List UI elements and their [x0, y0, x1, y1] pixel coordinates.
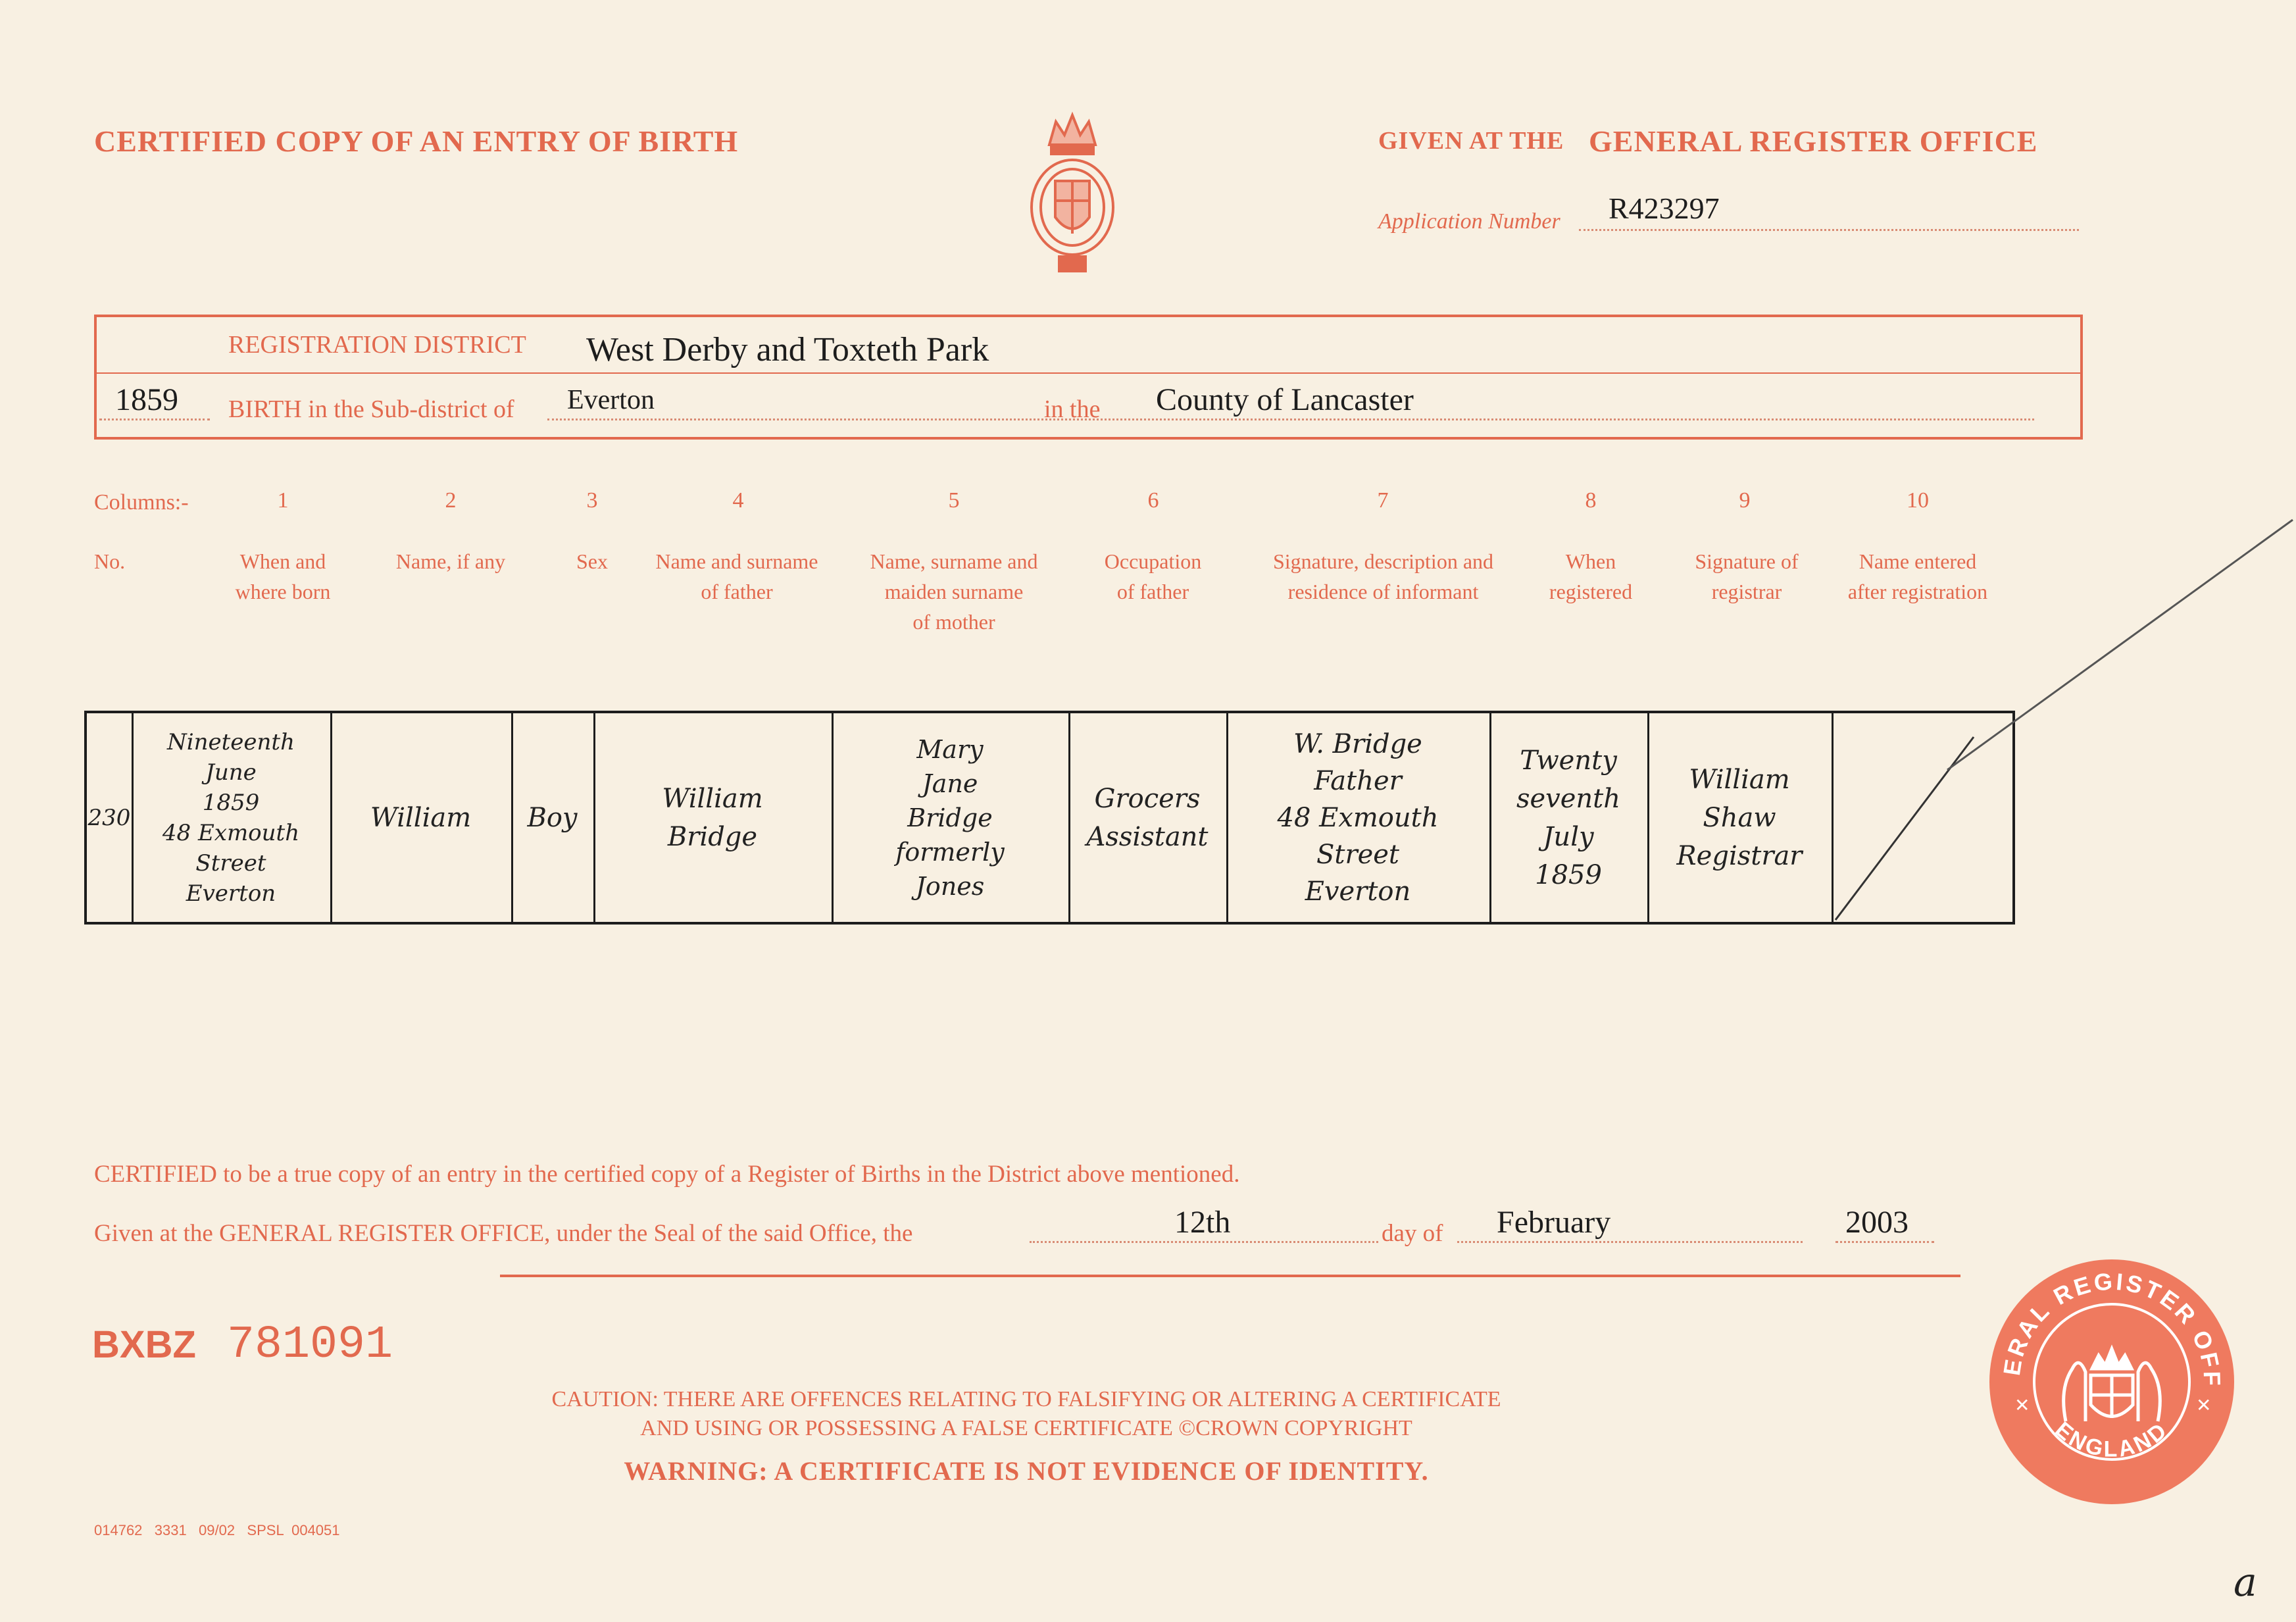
no-header: No. — [94, 549, 126, 573]
identity-warning: WARNING: A CERTIFICATE IS NOT EVIDENCE OF IDENTITY. — [624, 1456, 1429, 1486]
office-name: GENERAL REGISTER OFFICE — [1589, 124, 2038, 158]
caution-line-1: CAUTION: THERE ARE OFFENCES RELATING TO FALSIFYING OR ALTERING A CERTIFICATE — [551, 1387, 1501, 1411]
entry-year: 1859 — [115, 382, 178, 417]
father-name: William Bridge — [662, 783, 763, 852]
column-header-father: Name and surname of father — [655, 549, 818, 603]
column-header-mother: Name, surname and maiden surname of mother — [870, 549, 1038, 634]
svg-text:✕: ✕ — [2196, 1395, 2212, 1415]
day-of-label: day of — [1382, 1220, 1443, 1247]
certification-year: 2003 — [1845, 1205, 1909, 1240]
application-number: R423297 — [1609, 191, 1720, 225]
column-number: 7 — [1377, 488, 1389, 513]
given-at-statement: Given at the GENERAL REGISTER OFFICE, under the Seal of the said Office, the — [94, 1220, 913, 1247]
column-number: 1 — [277, 488, 289, 513]
column-header-name: Name, if any — [395, 549, 506, 573]
certification-day: 12th — [1174, 1205, 1231, 1240]
when-where-born: Nineteenth June 1859 48 Exmouth Street Everton — [162, 728, 300, 907]
county-value: County of Lancaster — [1156, 382, 1414, 417]
corner-mark: a — [2234, 1559, 2257, 1606]
column-header-when-registered: When registered — [1549, 549, 1633, 603]
application-number-label: Application Number — [1378, 209, 1560, 234]
in-the-label: in the — [1044, 395, 1101, 423]
print-code: 014762 3331 09/02 SPSL 004051 — [94, 1522, 340, 1538]
column-header-occupation: Occupation of father — [1104, 549, 1202, 603]
office-seal-icon — [1987, 1257, 2237, 1507]
birth-subdistrict-label: BIRTH in the Sub-district of — [228, 395, 514, 423]
child-sex: Boy — [527, 802, 578, 833]
caution-line-2: AND USING OR POSSESSING A FALSE CERTIFICATE ©CROWN COPYRIGHT — [640, 1416, 1412, 1440]
when-registered: Twenty seventh July 1859 — [1516, 745, 1621, 890]
registration-district-value: West Derby and Toxteth Park — [586, 331, 989, 368]
child-name: William — [370, 802, 472, 833]
column-header-registrar: Signature of registrar — [1695, 549, 1799, 603]
informant: W. Bridge Father 48 Exmouth Street Everton — [1277, 728, 1439, 907]
column-number: 2 — [445, 488, 457, 513]
strike-line — [1947, 520, 2293, 770]
column-number: 8 — [1585, 488, 1597, 513]
column-number: 10 — [1907, 488, 1929, 513]
column-number: 4 — [732, 488, 744, 513]
column-number: 9 — [1739, 488, 1751, 513]
registration-district-label: REGISTRATION DISTRICT — [228, 331, 526, 359]
column-header-sex: Sex — [576, 549, 608, 573]
father-occupation: Grocers Assistant — [1086, 783, 1209, 852]
column-number: 6 — [1147, 488, 1159, 513]
serial-number: 781091 — [227, 1319, 393, 1371]
column-header-name-after: Name entered after registration — [1847, 549, 1988, 603]
strike-line — [1835, 737, 1974, 920]
seal-top-text: ERAL REGISTER OFF — [1997, 1267, 2226, 1389]
column-header-informant: Signature, description and residence of informant — [1272, 549, 1494, 603]
column-header-when-born: When and where born — [235, 549, 331, 603]
entry-number: 230 — [87, 804, 131, 831]
certificate-title: CERTIFIED COPY OF AN ENTRY OF BIRTH — [94, 124, 739, 158]
column-number: 3 — [586, 488, 598, 513]
certified-statement: CERTIFIED to be a true copy of an entry in the certified copy of a Register of Births in the District above mentioned. — [94, 1161, 1240, 1188]
seal-bottom-text: ENGLAND — [2050, 1417, 2174, 1462]
certification-month: February — [1497, 1205, 1611, 1240]
given-at-label: GIVEN AT THE — [1378, 127, 1564, 155]
column-number: 5 — [948, 488, 960, 513]
columns-label: Columns:- — [94, 490, 189, 515]
subdistrict-value: Everton — [567, 385, 655, 415]
registrar-signature: William Shaw Registrar — [1676, 764, 1803, 871]
serial-prefix: BXBZ — [92, 1323, 196, 1366]
svg-text:✕: ✕ — [2014, 1395, 2030, 1415]
divider-line — [500, 1275, 1960, 1277]
mother-name: Mary Jane Bridge formerly Jones — [895, 734, 1005, 901]
